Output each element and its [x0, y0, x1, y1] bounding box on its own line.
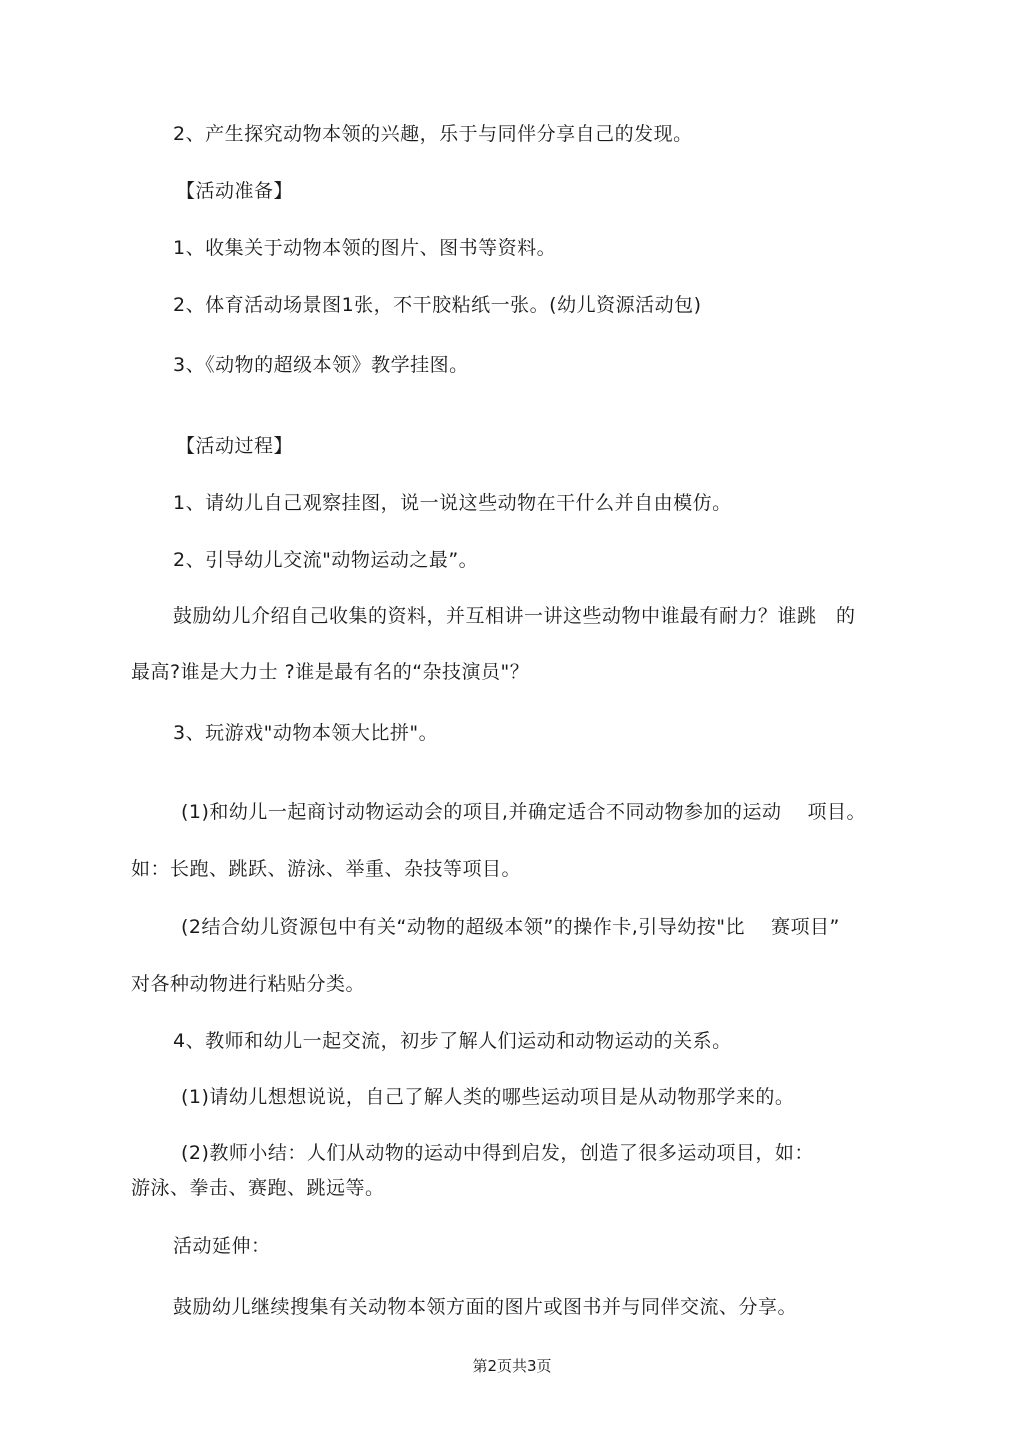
process-paragraph-line-2: 最高?谁是大力士 ?谁是最有名的“杂技演员"？ — [131, 661, 530, 683]
step-4-sub-item-2-line-1: (2)教师小结：人们从动物的运动中得到启发，创造了很多运动项目，如： — [181, 1142, 814, 1164]
page-number: 第2页共3页 — [472, 1357, 552, 1375]
sub-item-1-line-1: (1)和幼儿一起商讨动物运动会的项目,并确定适合不同动物参加的运动 项目。 — [181, 801, 866, 823]
sub-item-2-line-2: 对各种动物进行粘贴分类。 — [131, 973, 366, 995]
goal-line-2: 2、产生探究动物本领的兴趣，乐于与同伴分享自己的发现。 — [173, 123, 693, 145]
preparation-item-1: 1、收集关于动物本领的图片、图书等资料。 — [173, 237, 557, 259]
sub-item-2-line-1: (2结合幼儿资源包中有关“动物的超级本领”的操作卡,引导幼按"比 赛项目” — [181, 916, 840, 938]
process-step-2: 2、引导幼儿交流"动物运动之最”。 — [173, 549, 479, 571]
sub-item-1-line-2: 如：长跑、跳跃、游泳、举重、杂技等项目。 — [131, 858, 522, 880]
extension-heading: 活动延伸： — [173, 1235, 271, 1257]
step-4-sub-item-2-line-2: 游泳、拳击、赛跑、跳远等。 — [131, 1177, 385, 1199]
step-4-sub-item-1: (1)请幼儿想想说说，自己了解人类的哪些运动项目是从动物那学来的。 — [181, 1086, 795, 1108]
preparation-item-2: 2、体育活动场景图1张，不干胶粘纸一张。(幼儿资源活动包) — [173, 294, 702, 316]
process-step-3: 3、玩游戏"动物本领大比拼"。 — [173, 722, 439, 744]
extension-text: 鼓励幼儿继续搜集有关动物本领方面的图片或图书并与同伴交流、分享。 — [173, 1296, 798, 1318]
process-step-1: 1、请幼儿自己观察挂图，说一说这些动物在干什么并自由模仿。 — [173, 492, 732, 514]
section-heading-preparation: 【活动准备】 — [176, 180, 294, 202]
preparation-item-3: 3、《动物的超级本领》教学挂图。 — [173, 354, 469, 376]
section-heading-process: 【活动过程】 — [176, 435, 294, 457]
process-paragraph-line-1: 鼓励幼儿介绍自己收集的资料，并互相讲一讲这些动物中谁最有耐力？谁跳 的 — [173, 605, 856, 627]
process-step-4: 4、教师和幼儿一起交流，初步了解人们运动和动物运动的关系。 — [173, 1030, 732, 1052]
